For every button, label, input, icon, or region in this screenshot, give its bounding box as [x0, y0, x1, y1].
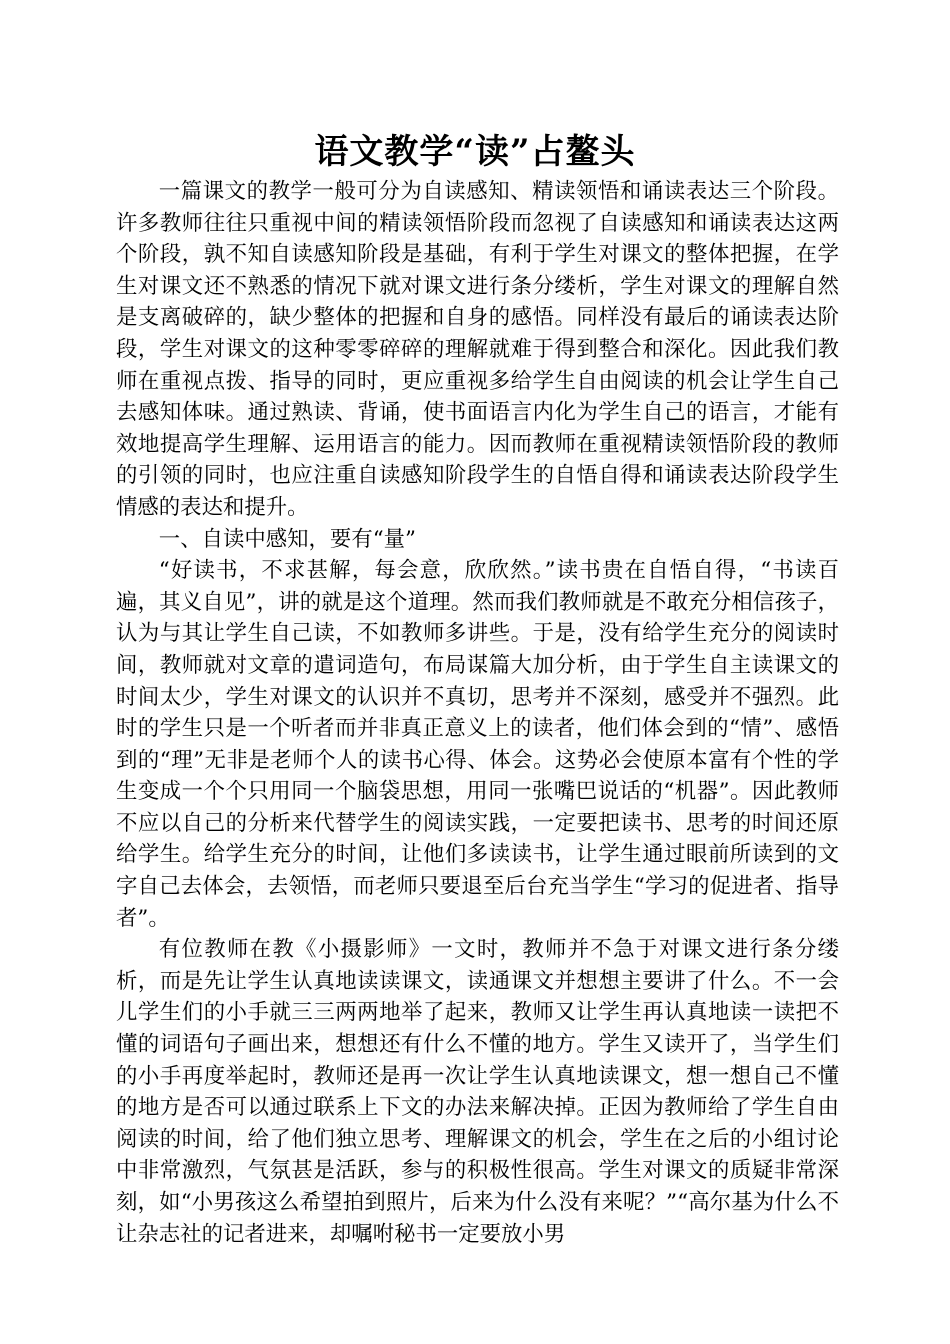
section-heading: 一、自读中感知，要有“量” — [158, 526, 416, 552]
document-body — [116, 176, 839, 1250]
document-title: 语文教学“读”占鳌头 — [314, 132, 636, 172]
paragraph-example: 有位教师在教《小摄影师》一文时，教师并不急于对课文进行条分缕析，而是先让学生认真地读读课文，读通课文并想想主要讲了什么。不一会儿学生们的小手就三三两两地举了起来，教师又让学生再认真地读一读把不懂的词语句子画出来，想想还有什么不懂的地方。学生又读开了，当学生们的小手再度举起时，教师还是再一次让学生认真地读课文，想一想自己不懂的地方是否可以通过联系上下文的办法来解决掉。正因为教师给了学生自由阅读的时间，给了他们独立思考、理解课文的机会，学生在之后的小组讨论中非常激烈，气氛甚是活跃，参与的积极性很高。学生对课文的质疑非常深刻，如“小男孩这么希望拍到照片，后来为什么没有来呢？”“高尔基为什么不让杂志社的记者进来，却嘱咐秘书一定要放小男 — [116, 937, 839, 1247]
paragraph-intro: 一篇课文的教学一般可分为自读感知、精读领悟和诵读表达三个阶段。许多教师往往只重视中间的精读领悟阶段而忽视了自读感知和诵读表达这两个阶段，孰不知自读感知阶段是基础，有利于学生对课文的整体把握，在学生对课文还不熟悉的情况下就对课文进行条分缕析，学生对课文的理解自然是支离破碎的，缺少整体的把握和自身的感悟。同样没有最后的诵读表达阶段，学生对课文的这种零零碎碎的理解就难于得到整合和深化。因此我们教师在重视点拨、指导的同时，更应重视多给学生自由阅读的机会让学生自己去感知体味。通过熟读、背诵，使书面语言内化为学生自己的语言，才能有效地提高学生理解、运用语言的能力。因而教师在重视精读领悟阶段的教师的引领的同时，也应注重自读感知阶段学生的自悟自得和诵读表达阶段学生情感的表达和提升。 — [116, 179, 839, 520]
paragraph-reading-quantity: “好读书，不求甚解，每会意，欣欣然。”读书贵在自悟自得，“书读百遍，其义自见”，讲的就是这个道理。然而我们教师就是不敢充分相信孩子，认为与其让学生自己读，不如教师多讲些。于是，没有给学生充分的阅读时间，教师就对文章的遣词造句，布局谋篇大加分析，由于学生自主读课文的时间太少，学生对课文的认识并不真切，思考并不深刻，感受并不强烈。此时的学生只是一个听者而并非真正意义上的读者，他们体会到的“情”、感悟到的“理”无非是老师个人的读书心得、体会。这势必会使原本富有个性的学生变成一个个只用同一个脑袋思想，用同一张嘴巴说话的“机器”。因此教师不应以自己的分析来代替学生的阅读实践，一定要把读书、思考的时间还原给学生。给学生充分的时间，让他们多读读书，让学生通过眼前所读到的文字自己去体会，去领悟，而老师只要退至后台充当学生“学习的促进者、指导者”。 — [116, 558, 839, 931]
